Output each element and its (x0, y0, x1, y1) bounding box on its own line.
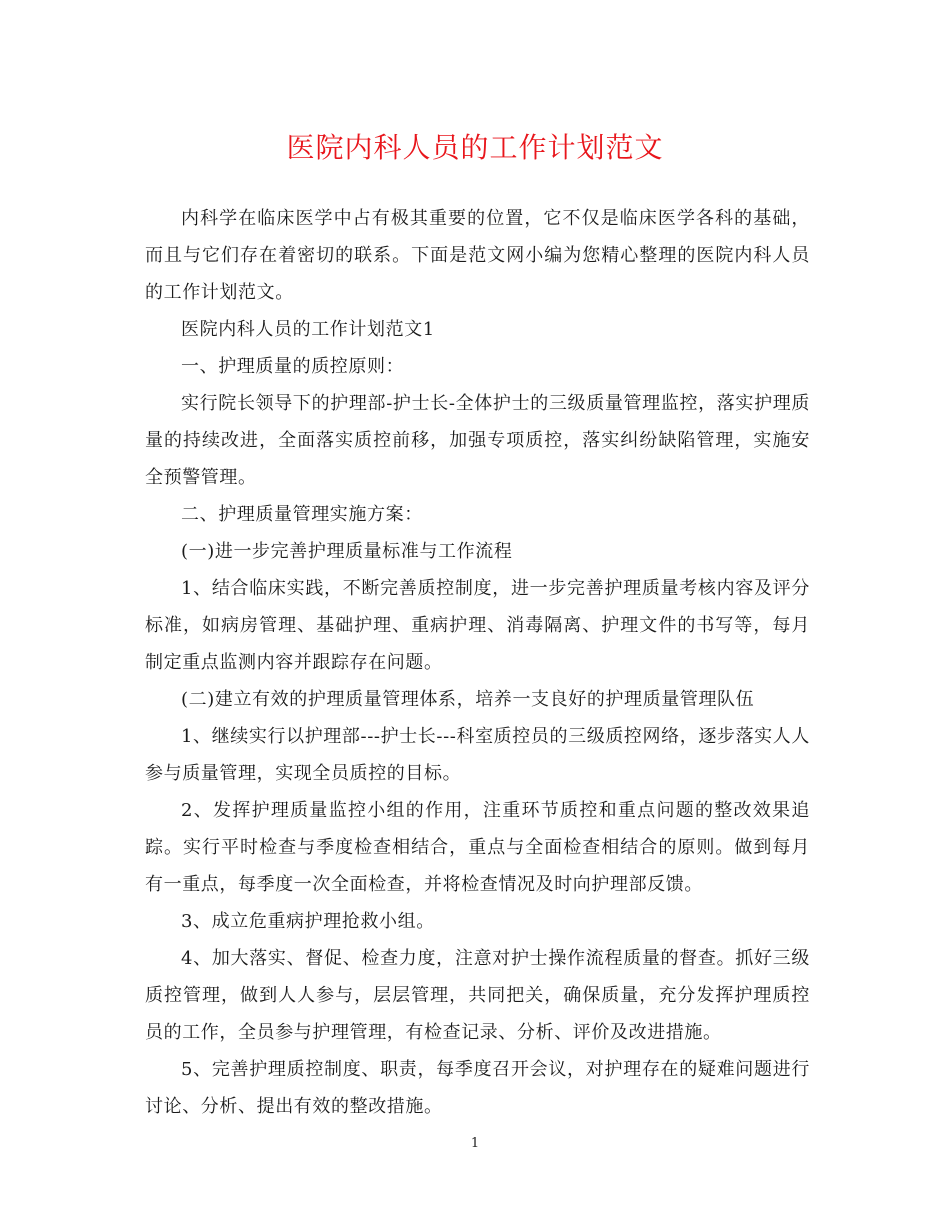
paragraph-item: 3、成立危重病护理抢救小组。 (181, 911, 435, 932)
document-body (145, 200, 810, 1125)
paragraph-item: 2、发挥护理质量监控小组的作用，注重环节质控和重点问题的整改效果追踪。实行平时检查与季度检查相结合，重点与全面检查相结合的原则。做到每月有一重点，每季度一次全面检查，并将检查情况及时向护理部反馈。 (145, 800, 810, 895)
paragraph-item: 4、加大落实、督促、检查力度，注意对护士操作流程质量的督查。抓好三级质控管理，做到人人参与，层层管理，共同把关，确保质量，充分发挥护理质控员的工作，全员参与护理管理，有检查记录、分析、评价及改进措施。 (145, 948, 810, 1043)
document-title: 医院内科人员的工作计划范文 (286, 131, 664, 164)
paragraph-heading-1: 一、护理质量的质控原则： (181, 356, 405, 377)
paragraph-section-heading: 医院内科人员的工作计划范文1 (181, 319, 435, 340)
paragraph-item: 1、继续实行以护理部---护士长---科室质控员的三级质控网络，逐步落实人人参与质量管理，实现全员质控的目标。 (145, 726, 810, 784)
paragraph-subheading-1: (一)进一步完善护理质量标准与工作流程 (181, 541, 513, 562)
paragraph-item: 1、结合临床实践，不断完善质控制度，进一步完善护理质量考核内容及评分标准，如病房管理、基础护理、重病护理、消毒隔离、护理文件的书写等，每月制定重点监测内容并跟踪存在问题。 (145, 578, 810, 673)
paragraph-quality-principle: 实行院长领导下的护理部-护士长-全体护士的三级质量管理监控，落实护理质量的持续改进，全面落实质控前移，加强专项质控，落实纠纷缺陷管理，实施安全预警管理。 (145, 393, 810, 488)
paragraph-subheading-2: (二)建立有效的护理质量管理体系，培养一支良好的护理质量管理队伍 (181, 689, 755, 710)
page-number: 1 (470, 1136, 480, 1151)
paragraph-item: 5、完善护理质控制度、职责，每季度召开会议，对护理存在的疑难问题进行讨论、分析、提出有效的整改措施。 (145, 1059, 810, 1117)
paragraph-intro: 内科学在临床医学中占有极其重要的位置，它不仅是临床医学各科的基础，而且与它们存在着密切的联系。下面是范文网小编为您精心整理的医院内科人员的工作计划范文。 (145, 208, 810, 303)
paragraph-heading-2: 二、护理质量管理实施方案： (181, 504, 423, 525)
